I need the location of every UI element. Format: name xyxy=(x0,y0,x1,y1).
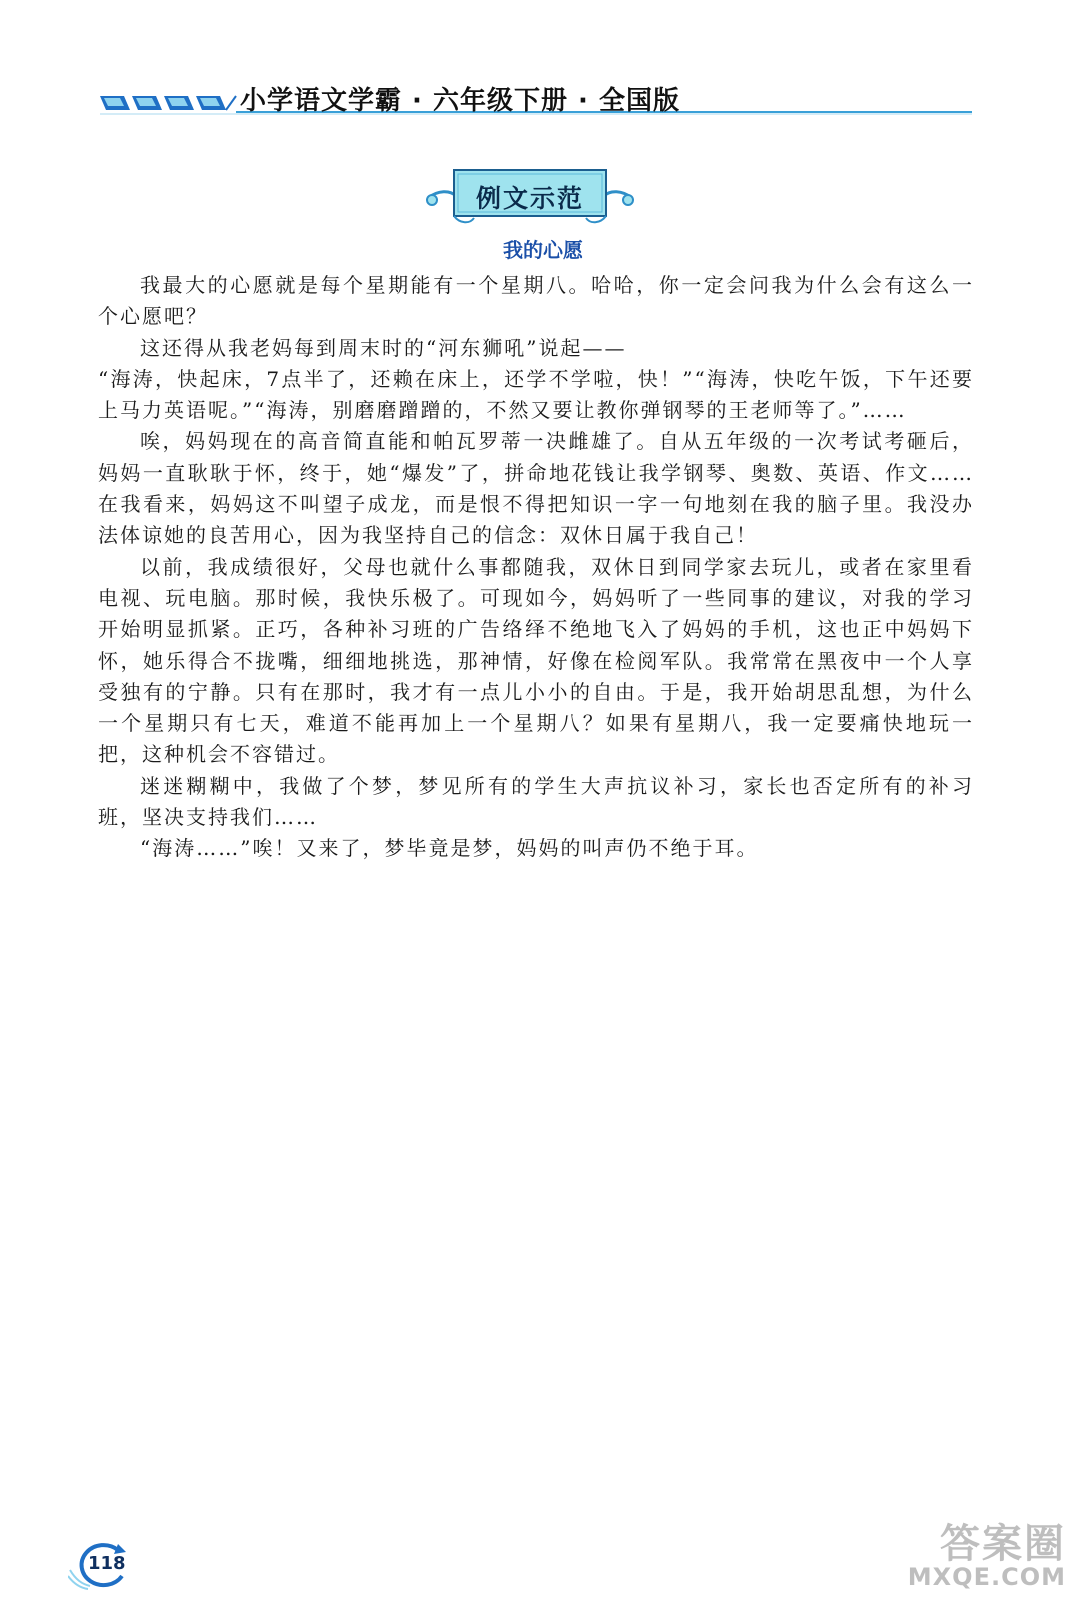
badge-label: 例文示范 xyxy=(475,184,584,213)
paragraph: 迷迷糊糊中，我做了个梦，梦见所有的学生大声抗议补习，家长也否定所有的补习班，坚决支持我们…… xyxy=(98,773,974,830)
page-number-badge xyxy=(68,1540,132,1590)
paragraph: “海涛……”唉！又来了，梦毕竟是梦，妈妈的叫声仍不绝于耳。 xyxy=(140,836,759,861)
paragraph: 这还得从我老妈每到周末时的“河东狮吼”说起—— xyxy=(140,335,627,360)
essay-title: 我的心愿 xyxy=(503,238,583,262)
book-title: 小学语文学霸 · 六年级下册 · 全国版 xyxy=(240,86,680,116)
page-header xyxy=(0,0,1086,130)
paragraph: “海涛，快起床，7点半了，还赖在床上，还学不学啦，快！”“海涛，快吃午饭，下午还要上马力英语呢。”“海涛，别磨磨蹭蹭的，不然又要让教你弹钢琴的王老师等了。”…… xyxy=(98,366,974,423)
watermark-logo: 答案圈 xyxy=(940,1521,1066,1567)
paragraph: 我最大的心愿就是每个星期能有一个星期八。哈哈，你一定会问我为什么会有这么一个心愿吧？ xyxy=(98,273,974,329)
paragraph: 唉，妈妈现在的高音简直能和帕瓦罗蒂一决雌雄了。自从五年级的一次考试考砸后，妈妈一直耿耿于怀，终于，她“爆发”了，拼命地花钱让我学钢琴、奥数、英语、作文……在我看来，妈妈这不叫望子成龙，而是恨不得把知识一字一句地刻在我的脑子里。我没办法体谅她的良苦用心，因为我坚持自己的信念：双休日属于我自己！ xyxy=(98,429,974,548)
page-number: 118 xyxy=(88,1553,126,1574)
watermark xyxy=(856,1521,1066,1592)
watermark-url: MXQE.COM xyxy=(907,1563,1066,1591)
section-badge xyxy=(420,160,640,230)
essay-body xyxy=(98,270,974,865)
paragraph: 以前，我成绩很好，父母也就什么事都随我，双休日到同学家去玩儿，或者在家里看电视、玩电脑。那时候，我快乐极了。可现如今，妈妈听了一些同事的建议，对我的学习开始明显抓紧。正巧，各种补习班的广告络绎不绝地飞入了妈妈的手机，这也正中妈妈下怀，她乐得合不拢嘴，细细地挑选，那神情，好像在检阅军队。我常常在黑夜中一个人享受独有的宁静。只有在那时，我才有一点儿小小的自由。于是，我开始胡思乱想，为什么一个星期只有七天，难道不能再加上一个星期八？如果有星期八，我一定要痛快地玩一把，这种机会不容错过。 xyxy=(98,554,974,767)
